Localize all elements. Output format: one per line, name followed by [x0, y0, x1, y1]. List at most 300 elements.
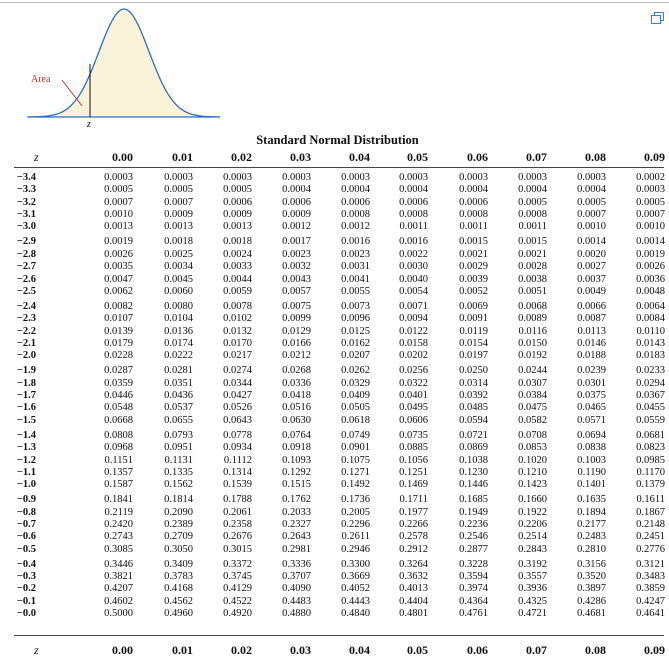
table-cell: 0.2743 [104, 531, 133, 543]
table-row [0, 402, 669, 415]
table-cell: 0.3483 [636, 571, 665, 583]
table-cell: 0.0006 [282, 196, 311, 208]
table-cell: 0.0197 [459, 350, 488, 362]
column-footer-6: 0.06 [467, 643, 488, 657]
table-cell: 0.1251 [399, 466, 428, 478]
table-cell: 0.0003 [223, 172, 252, 183]
table-cell: 0.2981 [282, 543, 311, 555]
table-cell: 0.0764 [282, 429, 311, 441]
table-cell: 0.1075 [341, 454, 370, 466]
table-cell: 0.0068 [518, 300, 547, 312]
table-cell: 0.0025 [164, 248, 193, 260]
table-cell: 0.3557 [518, 571, 547, 583]
table-cell: 0.1093 [282, 454, 311, 466]
table-cell: 0.0007 [577, 209, 606, 221]
table-cell: 0.0119 [459, 325, 488, 337]
column-footer-7: 0.07 [526, 643, 547, 657]
table-cell: 0.3446 [104, 558, 133, 570]
table-row [0, 249, 669, 262]
table-cell: 0.0047 [104, 273, 133, 285]
table-row [0, 494, 669, 507]
table-cell: 0.0618 [341, 414, 370, 426]
table-cell: 0.0823 [636, 442, 665, 454]
table-cell: 0.0004 [341, 184, 370, 196]
table-cell: 0.0059 [223, 285, 252, 297]
table-cell: 0.0019 [104, 236, 133, 248]
table-cell: 0.0179 [104, 337, 133, 349]
table-cell: 0.0009 [223, 209, 252, 221]
column-header-9: 0.09 [644, 150, 665, 164]
table-cell: 0.0010 [104, 209, 133, 221]
table-cell: 0.0427 [223, 390, 252, 402]
table-cell: 0.4483 [282, 595, 311, 607]
table-cell: 0.0174 [164, 337, 193, 349]
table-cell: 0.1020 [518, 454, 547, 466]
table-cell: 0.1056 [399, 454, 428, 466]
table-row [0, 390, 669, 403]
table-cell: 0.0004 [282, 184, 311, 196]
table-cell: 0.1635 [577, 494, 606, 506]
table-cell: 0.1949 [459, 506, 488, 518]
table-cell: 0.0336 [282, 377, 311, 389]
table-cell: 0.0094 [399, 313, 428, 325]
column-header-7: 0.07 [526, 150, 547, 164]
table-cell: 0.0392 [459, 390, 488, 402]
table-cell: 0.0035 [104, 261, 133, 273]
table-cell: 0.0274 [223, 365, 252, 377]
table-cell: 0.1151 [104, 454, 133, 466]
table-cell: 0.0015 [518, 236, 547, 248]
table-cell: 0.0885 [399, 442, 428, 454]
table-cell: 0.0436 [164, 390, 193, 402]
table-cell: 0.3520 [577, 571, 606, 583]
z-value: −0.5 [16, 543, 36, 555]
table-cell: 0.0113 [577, 325, 606, 337]
z-value: −1.7 [16, 390, 36, 402]
table-cell: 0.0023 [341, 248, 370, 260]
table-title: Standard Normal Distribution [256, 133, 419, 147]
table-row [0, 559, 669, 572]
table-cell: 0.0351 [164, 377, 193, 389]
table-cell: 0.0681 [636, 429, 665, 441]
table-cell: 0.1515 [282, 479, 311, 491]
table-cell: 0.0005 [223, 184, 252, 196]
table-cell: 0.3300 [341, 558, 370, 570]
table-cell: 0.3121 [636, 558, 665, 570]
table-cell: 0.0150 [518, 337, 547, 349]
table-cell: 0.2451 [636, 531, 665, 543]
table-cell: 0.0344 [223, 377, 252, 389]
table-cell: 0.0013 [164, 221, 193, 233]
column-footer-9: 0.09 [644, 643, 665, 657]
table-cell: 0.0250 [459, 365, 488, 377]
table-cell: 0.0069 [459, 300, 488, 312]
table-cell: 0.3669 [341, 571, 370, 583]
table-cell: 0.0048 [636, 285, 665, 297]
table-cell: 0.0694 [577, 429, 606, 441]
table-cell: 0.0007 [164, 196, 193, 208]
table-cell: 0.0031 [341, 261, 370, 273]
table-cell: 0.0099 [282, 313, 311, 325]
table-cell: 0.0003 [459, 172, 488, 183]
table-cell: 0.4090 [282, 583, 311, 595]
table-cell: 0.2005 [341, 506, 370, 518]
table-cell: 0.0102 [223, 313, 252, 325]
z-value: −1.0 [16, 479, 36, 491]
table-cell: 0.3372 [223, 558, 252, 570]
table-cell: 0.4681 [577, 608, 606, 620]
table-cell: 0.1357 [104, 466, 133, 478]
table-cell: 0.0003 [164, 172, 193, 183]
table-cell: 0.0294 [636, 377, 665, 389]
table-cell: 0.3859 [636, 583, 665, 595]
table-cell: 0.0051 [518, 285, 547, 297]
table-cell: 0.2327 [282, 518, 311, 530]
table-cell: 0.4960 [164, 608, 193, 620]
table-cell: 0.0668 [104, 414, 133, 426]
table-row [0, 338, 669, 351]
table-cell: 0.0089 [518, 313, 547, 325]
footer-rule [14, 635, 664, 636]
table-cell: 0.0951 [164, 442, 193, 454]
table-cell: 0.2643 [282, 531, 311, 543]
table-cell: 0.1469 [399, 479, 428, 491]
table-cell: 0.3409 [164, 558, 193, 570]
table-cell: 0.0062 [104, 285, 133, 297]
table-cell: 0.2420 [104, 518, 133, 530]
table-cell: 0.0084 [636, 313, 665, 325]
table-cell: 0.0375 [577, 390, 606, 402]
table-cell: 0.0985 [636, 454, 665, 466]
table-cell: 0.0017 [282, 236, 311, 248]
table-cell: 0.1230 [459, 466, 488, 478]
table-cell: 0.0029 [459, 261, 488, 273]
table-cell: 0.0853 [518, 442, 547, 454]
table-cell: 0.4522 [223, 595, 252, 607]
table-cell: 0.0606 [399, 414, 428, 426]
table-cell: 0.1335 [164, 466, 193, 478]
table-cell: 0.0011 [459, 221, 488, 233]
table-cell: 0.4168 [164, 583, 193, 595]
table-cell: 0.1539 [223, 479, 252, 491]
table-cell: 0.0367 [636, 390, 665, 402]
table-cell: 0.0011 [518, 221, 547, 233]
z-value: −0.8 [16, 506, 36, 518]
table-cell: 0.1711 [399, 494, 428, 506]
z-value: −0.0 [16, 608, 36, 620]
table-cell: 0.2611 [341, 531, 370, 543]
z-value: −2.8 [16, 248, 36, 260]
table-row [0, 301, 669, 314]
table-cell: 0.0129 [282, 325, 311, 337]
table-row [0, 236, 669, 249]
column-header-6: 0.06 [467, 150, 488, 164]
table-cell: 0.1292 [282, 466, 311, 478]
table-cell: 0.0009 [164, 209, 193, 221]
table-cell: 0.1003 [577, 454, 606, 466]
table-row [0, 479, 669, 492]
table-cell: 0.0037 [577, 273, 606, 285]
table-cell: 0.0007 [104, 196, 133, 208]
table-row [0, 430, 669, 443]
table-cell: 0.0003 [518, 172, 547, 183]
table-cell: 0.3594 [459, 571, 488, 583]
table-cell: 0.0011 [399, 221, 428, 233]
table-cell: 0.0002 [636, 172, 665, 183]
table-cell: 0.1314 [223, 466, 252, 478]
table-cell: 0.5000 [104, 608, 133, 620]
table-cell: 0.0446 [104, 390, 133, 402]
table-cell: 0.0007 [636, 209, 665, 221]
z-value: −2.5 [16, 285, 36, 297]
table-cell: 0.2090 [164, 506, 193, 518]
table-cell: 0.0049 [577, 285, 606, 297]
table-cell: 0.0054 [399, 285, 428, 297]
table-cell: 0.1660 [518, 494, 547, 506]
table-cell: 0.0021 [518, 248, 547, 260]
table-cell: 0.0082 [104, 300, 133, 312]
table-cell: 0.0004 [459, 184, 488, 196]
table-cell: 0.0228 [104, 350, 133, 362]
table-row [0, 442, 669, 455]
z-value: −1.9 [16, 365, 36, 377]
table-cell: 0.0039 [459, 273, 488, 285]
z-value: −0.2 [16, 583, 36, 595]
z-value: −1.4 [16, 429, 36, 441]
table-row [0, 544, 669, 557]
table-cell: 0.4013 [399, 583, 428, 595]
z-column-header: z [34, 150, 39, 164]
table-cell: 0.2946 [341, 543, 370, 555]
table-cell: 0.4761 [459, 608, 488, 620]
table-cell: 0.1190 [577, 466, 606, 478]
table-cell: 0.1762 [282, 494, 311, 506]
table-cell: 0.0013 [223, 221, 252, 233]
z-value: −3.3 [16, 184, 36, 196]
column-footer-0: 0.00 [112, 643, 133, 657]
table-cell: 0.4286 [577, 595, 606, 607]
column-header-3: 0.03 [290, 150, 311, 164]
table-cell: 0.0008 [399, 209, 428, 221]
table-cell: 0.1922 [518, 506, 547, 518]
table-cell: 0.0166 [282, 337, 311, 349]
table-cell: 0.0023 [282, 248, 311, 260]
table-cell: 0.0455 [636, 402, 665, 414]
table-cell: 0.0020 [577, 248, 606, 260]
table-cell: 0.2358 [223, 518, 252, 530]
table-cell: 0.0158 [399, 337, 428, 349]
column-footer-3: 0.03 [290, 643, 311, 657]
table-cell: 0.2843 [518, 543, 547, 555]
table-row [0, 197, 669, 210]
table-cell: 0.0005 [518, 196, 547, 208]
table-cell: 0.4207 [104, 583, 133, 595]
table-cell: 0.2206 [518, 518, 547, 530]
table-row [0, 571, 669, 584]
table-cell: 0.0010 [636, 221, 665, 233]
table-cell: 0.0233 [636, 365, 665, 377]
copy-icon[interactable] [651, 11, 664, 23]
table-cell: 0.0384 [518, 390, 547, 402]
table-cell: 0.0548 [104, 402, 133, 414]
top-rule [0, 2, 669, 3]
table-cell: 0.2709 [164, 531, 193, 543]
table-cell: 0.4129 [223, 583, 252, 595]
table-cell: 0.4801 [399, 608, 428, 620]
table-cell: 0.0073 [341, 300, 370, 312]
table-cell: 0.0004 [518, 184, 547, 196]
table-row [0, 350, 669, 363]
table-cell: 0.0192 [518, 350, 547, 362]
table-cell: 0.0003 [636, 184, 665, 196]
table-cell: 0.0012 [282, 221, 311, 233]
column-footer-2: 0.02 [231, 643, 252, 657]
table-header-row [0, 150, 669, 163]
table-cell: 0.3192 [518, 558, 547, 570]
table-cell: 0.3228 [459, 558, 488, 570]
table-cell: 0.0735 [399, 429, 428, 441]
table-cell: 0.0869 [459, 442, 488, 454]
table-cell: 0.0018 [223, 236, 252, 248]
table-cell: 0.0314 [459, 377, 488, 389]
table-cell: 0.0125 [341, 325, 370, 337]
z-value: −3.2 [16, 196, 36, 208]
table-cell: 0.0359 [104, 377, 133, 389]
table-cell: 0.1814 [164, 494, 193, 506]
table-cell: 0.0322 [399, 377, 428, 389]
table-cell: 0.3015 [223, 543, 252, 555]
table-cell: 0.0038 [518, 273, 547, 285]
table-row [0, 531, 669, 544]
table-cell: 0.0006 [223, 196, 252, 208]
table-cell: 0.1977 [399, 506, 428, 518]
table-cell: 0.0132 [223, 325, 252, 337]
table-cell: 0.1492 [341, 479, 370, 491]
table-cell: 0.0071 [399, 300, 428, 312]
table-cell: 0.0043 [282, 273, 311, 285]
table-cell: 0.0778 [223, 429, 252, 441]
table-row [0, 209, 669, 222]
table-cell: 0.0040 [399, 273, 428, 285]
table-cell: 0.4325 [518, 595, 547, 607]
table-cell: 0.2546 [459, 531, 488, 543]
table-cell: 0.0594 [459, 414, 488, 426]
table-row [0, 519, 669, 532]
table-cell: 0.4880 [282, 608, 311, 620]
table-cell: 0.0012 [341, 221, 370, 233]
table-cell: 0.1562 [164, 479, 193, 491]
table-cell: 0.1131 [164, 454, 193, 466]
table-row [0, 326, 669, 339]
table-cell: 0.1038 [459, 454, 488, 466]
table-row [0, 184, 669, 197]
table-row [0, 274, 669, 287]
table-cell: 0.0655 [164, 414, 193, 426]
table-cell: 0.3707 [282, 571, 311, 583]
table-row [0, 261, 669, 274]
table-cell: 0.0268 [282, 365, 311, 377]
table-cell: 0.1611 [636, 494, 665, 506]
table-cell: 0.2148 [636, 518, 665, 530]
z-value: −0.3 [16, 571, 36, 583]
table-cell: 0.0418 [282, 390, 311, 402]
table-cell: 0.4602 [104, 595, 133, 607]
table-row [0, 467, 669, 480]
table-cell: 0.0721 [459, 429, 488, 441]
table-cell: 0.0244 [518, 365, 547, 377]
table-cell: 0.0808 [104, 429, 133, 441]
table-cell: 0.0096 [341, 313, 370, 325]
table-cell: 0.0183 [636, 350, 665, 362]
table-cell: 0.1867 [636, 506, 665, 518]
table-cell: 0.3632 [399, 571, 428, 583]
table-cell: 0.4562 [164, 595, 193, 607]
table-cell: 0.0016 [341, 236, 370, 248]
z-value: −0.6 [16, 531, 36, 543]
table-cell: 0.0044 [223, 273, 252, 285]
table-cell: 0.0075 [282, 300, 311, 312]
column-footer-4: 0.04 [349, 643, 370, 657]
table-row [0, 172, 669, 185]
table-cell: 0.0110 [636, 325, 665, 337]
table-cell: 0.2912 [399, 543, 428, 555]
table-cell: 0.1170 [636, 466, 665, 478]
table-cell: 0.0030 [399, 261, 428, 273]
table-cell: 0.0708 [518, 429, 547, 441]
z-value: −3.4 [16, 172, 36, 183]
table-cell: 0.3156 [577, 558, 606, 570]
table-cell: 0.0013 [104, 221, 133, 233]
table-cell: 0.0516 [282, 402, 311, 414]
table-cell: 0.0003 [399, 172, 428, 183]
table-cell: 0.2877 [459, 543, 488, 555]
table-cell: 0.0026 [636, 261, 665, 273]
table-cell: 0.1401 [577, 479, 606, 491]
table-cell: 0.0022 [399, 248, 428, 260]
table-cell: 0.0301 [577, 377, 606, 389]
table-cell: 0.0057 [282, 285, 311, 297]
table-cell: 0.0024 [223, 248, 252, 260]
table-cell: 0.4840 [341, 608, 370, 620]
table-cell: 0.0009 [282, 209, 311, 221]
table-cell: 0.0066 [577, 300, 606, 312]
table-cell: 0.0003 [104, 172, 133, 183]
table-cell: 0.0026 [104, 248, 133, 260]
table-cell: 0.3085 [104, 543, 133, 555]
table-cell: 0.2266 [399, 518, 428, 530]
table-cell: 0.0222 [164, 350, 193, 362]
table-cell: 0.4052 [341, 583, 370, 595]
column-header-5: 0.05 [407, 150, 428, 164]
table-cell: 0.0064 [636, 300, 665, 312]
z-value: −1.5 [16, 414, 36, 426]
table-cell: 0.0052 [459, 285, 488, 297]
table-cell: 0.2061 [223, 506, 252, 518]
table-cell: 0.0212 [282, 350, 311, 362]
table-cell: 0.0028 [518, 261, 547, 273]
table-cell: 0.2296 [341, 518, 370, 530]
table-cell: 0.2389 [164, 518, 193, 530]
table-cell: 0.0016 [399, 236, 428, 248]
table-cell: 0.0256 [399, 365, 428, 377]
table-cell: 0.0019 [636, 248, 665, 260]
table-cell: 0.0008 [518, 209, 547, 221]
z-value: −0.1 [16, 595, 36, 607]
table-row [0, 455, 669, 468]
table-cell: 0.0409 [341, 390, 370, 402]
z-value: −2.7 [16, 261, 36, 273]
table-cell: 0.0005 [636, 196, 665, 208]
